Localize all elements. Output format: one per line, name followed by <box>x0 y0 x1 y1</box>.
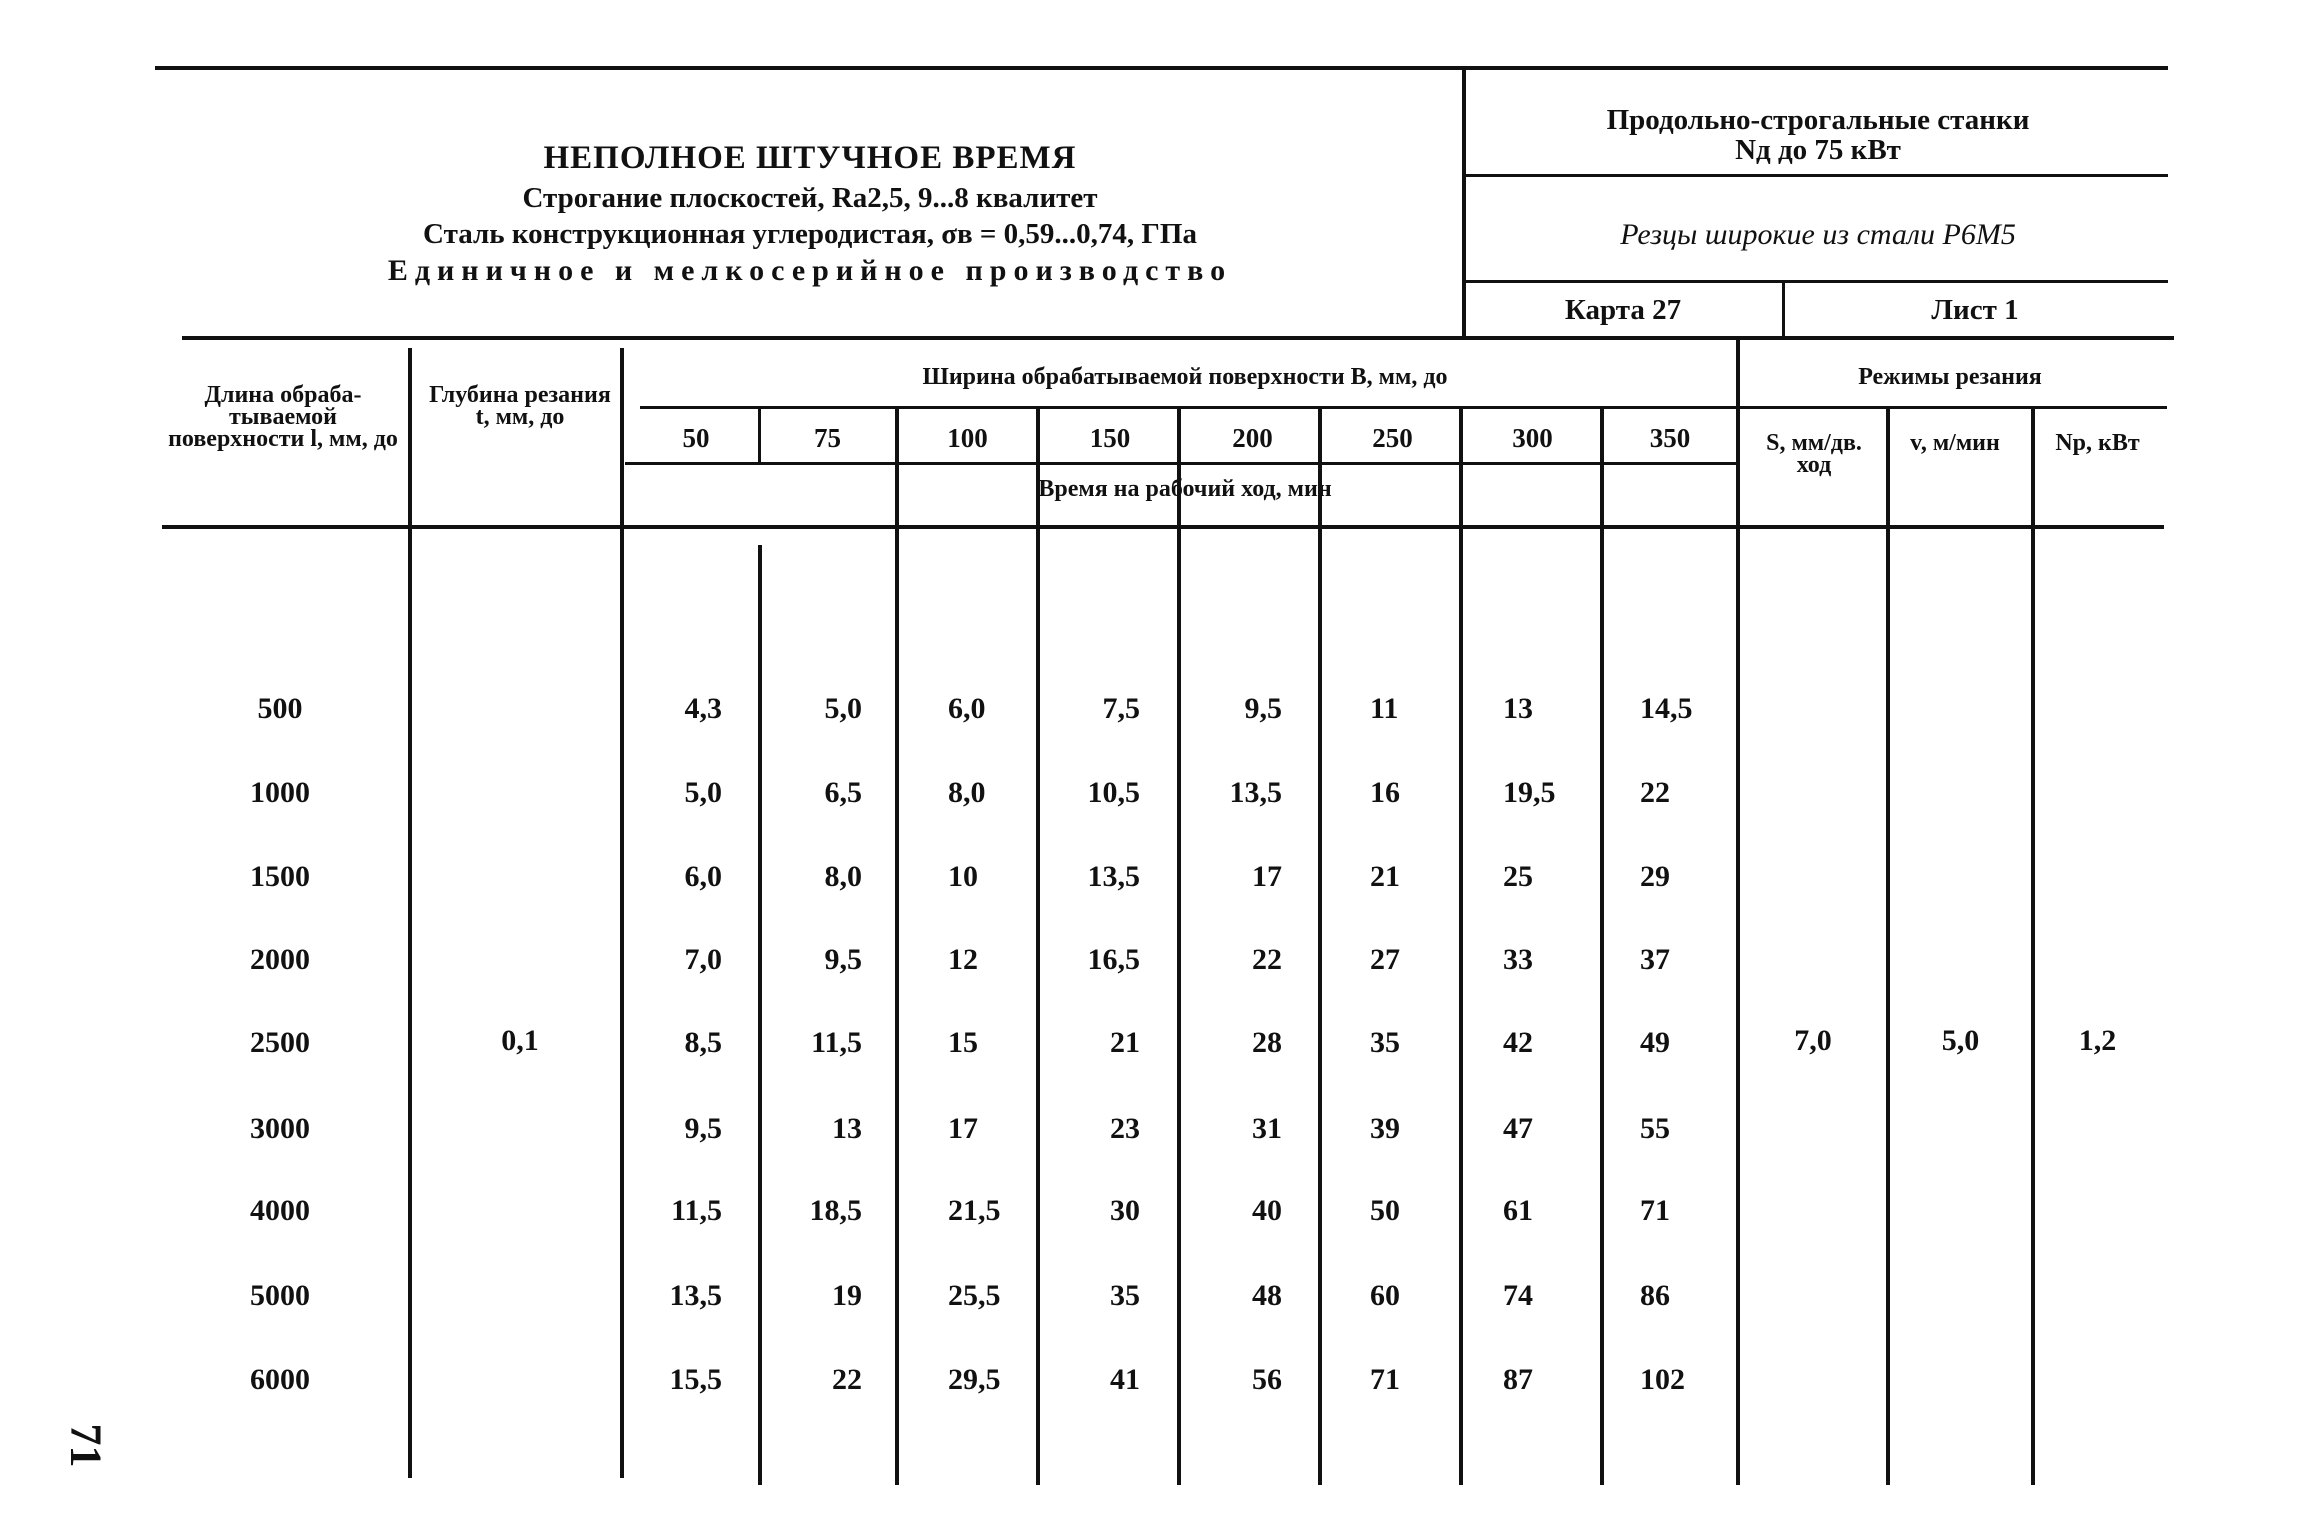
machine-type: Продольно-строгальные станки <box>1606 104 2030 136</box>
length-value: 4000 <box>250 1194 310 1227</box>
time-value: 17 <box>1252 860 1282 893</box>
subtitle-material: Сталь конструкционная углеродистая, σв = 0,59...0,74, ГПа <box>423 218 1197 250</box>
col-line-75 <box>758 545 762 1485</box>
time-value: 17 <box>948 1112 978 1145</box>
time-value: 15,5 <box>669 1363 722 1396</box>
time-value: 18,5 <box>809 1194 862 1227</box>
time-value: 6,0 <box>684 860 722 893</box>
time-value: 4,3 <box>684 692 722 725</box>
col-line-power <box>2031 406 2035 1485</box>
sheet-number: Лист 1 <box>1931 294 2019 326</box>
time-value: 21 <box>1370 860 1400 893</box>
col-line-100 <box>895 406 899 1485</box>
time-value: 10 <box>948 860 978 893</box>
card-number: Карта 27 <box>1564 294 1682 326</box>
top-rule <box>155 66 2168 70</box>
time-per-stroke-label: Время на рабочий ход, мин <box>1038 476 1332 502</box>
time-value: 74 <box>1503 1279 1533 1312</box>
time-value: 7,5 <box>1102 692 1140 725</box>
time-value: 37 <box>1640 943 1670 976</box>
time-value: 19,5 <box>1503 776 1556 809</box>
time-value: 12 <box>948 943 978 976</box>
time-value: 48 <box>1252 1279 1282 1312</box>
time-value: 35 <box>1370 1026 1400 1059</box>
time-value: 23 <box>1110 1112 1140 1145</box>
header-rule-1 <box>1462 174 2168 177</box>
power-value: 1,2 <box>2078 1024 2117 1057</box>
length-column-header: Длина обраба-тываемой поверхности l, мм, до <box>168 382 398 452</box>
time-value: 5,0 <box>824 692 862 725</box>
time-value: 60 <box>1370 1279 1400 1312</box>
cutter-type: Резцы широкие из стали Р6М5 <box>1620 218 2016 251</box>
time-value: 11,5 <box>671 1194 722 1227</box>
col-line-length <box>408 348 412 1478</box>
col-line-modes <box>1736 340 1740 1485</box>
time-value: 10,5 <box>1087 776 1140 809</box>
time-value: 6,5 <box>824 776 862 809</box>
width-300: 300 <box>1512 423 1553 453</box>
length-value: 6000 <box>250 1363 310 1396</box>
time-value: 87 <box>1503 1363 1533 1396</box>
time-value: 25 <box>1503 860 1533 893</box>
time-value: 40 <box>1252 1194 1282 1227</box>
feed-column-header: S, мм/дв. ход <box>1766 430 1862 478</box>
time-value: 102 <box>1640 1363 1685 1396</box>
width-group-rule <box>640 406 2167 409</box>
time-value: 9,5 <box>684 1112 722 1145</box>
depth-column-header: Глубина резания t, мм, до <box>429 382 611 430</box>
table-top-rule <box>182 336 2174 340</box>
time-value: 16,5 <box>1087 943 1140 976</box>
time-value: 13,5 <box>1087 860 1140 893</box>
time-value: 35 <box>1110 1279 1140 1312</box>
time-value: 13,5 <box>669 1279 722 1312</box>
length-value: 3000 <box>250 1112 310 1145</box>
length-value: 2000 <box>250 943 310 976</box>
time-value: 11 <box>1370 692 1399 725</box>
modes-group-header: Режимы резания <box>1858 364 2042 390</box>
time-value: 29 <box>1640 860 1670 893</box>
time-value: 22 <box>1640 776 1670 809</box>
length-value: 5000 <box>250 1279 310 1312</box>
width-values-rule <box>625 462 1737 465</box>
length-value: 500 <box>257 692 303 725</box>
col-line-speed <box>1886 406 1890 1485</box>
depth-value: 0,1 <box>501 1024 539 1057</box>
width-200: 200 <box>1232 423 1273 453</box>
subtitle-production: Единичное и мелкосерийное производство <box>387 254 1233 287</box>
table-header-bottom-rule <box>162 525 2164 529</box>
time-value: 19 <box>832 1279 862 1312</box>
time-value: 22 <box>832 1363 862 1396</box>
width-100: 100 <box>947 423 988 453</box>
time-value: 13,5 <box>1229 776 1282 809</box>
time-value: 14,5 <box>1640 692 1693 725</box>
header-rule-2 <box>1462 280 2168 283</box>
time-value: 21 <box>1110 1026 1140 1059</box>
subtitle-operation: Строгание плоскостей, Ra2,5, 9...8 квалитет <box>522 182 1098 214</box>
time-value: 71 <box>1370 1363 1400 1396</box>
page-title: НЕПОЛНОЕ ШТУЧНОЕ ВРЕМЯ <box>543 140 1077 176</box>
time-value: 22 <box>1252 943 1282 976</box>
time-value: 7,0 <box>684 943 722 976</box>
time-value: 29,5 <box>948 1363 1001 1396</box>
time-value: 55 <box>1640 1112 1670 1145</box>
time-value: 8,5 <box>684 1026 722 1059</box>
time-value: 33 <box>1503 943 1533 976</box>
col-line-200 <box>1177 406 1181 1485</box>
time-value: 61 <box>1503 1194 1533 1227</box>
length-value: 2500 <box>250 1026 310 1059</box>
time-value: 30 <box>1110 1194 1140 1227</box>
time-value: 28 <box>1252 1026 1282 1059</box>
speed-column-header: v, м/мин <box>1910 430 2000 456</box>
time-value: 39 <box>1370 1112 1400 1145</box>
width-150: 150 <box>1089 423 1131 453</box>
time-value: 25,5 <box>948 1279 1001 1312</box>
time-value: 9,5 <box>1244 692 1282 725</box>
time-value: 13 <box>832 1112 862 1145</box>
width-50: 50 <box>682 423 710 453</box>
length-value: 1000 <box>250 776 310 809</box>
time-value: 47 <box>1503 1112 1533 1145</box>
time-value: 13 <box>1503 692 1533 725</box>
col-line-250 <box>1318 406 1322 1485</box>
time-value: 31 <box>1252 1112 1282 1145</box>
time-value: 49 <box>1640 1026 1670 1059</box>
time-value: 6,0 <box>948 692 986 725</box>
time-value: 11,5 <box>811 1026 862 1059</box>
time-value: 15 <box>948 1026 978 1059</box>
width-group-header: Ширина обрабатываемой поверхности В, мм, до <box>922 364 1448 390</box>
length-value: 1500 <box>250 860 310 893</box>
time-value: 27 <box>1370 943 1400 976</box>
col-line-75-head <box>758 406 761 464</box>
time-value: 16 <box>1370 776 1400 809</box>
time-value: 71 <box>1640 1194 1670 1227</box>
machine-power: Nд до 75 кВт <box>1735 134 1901 166</box>
time-value: 5,0 <box>684 776 722 809</box>
page-number: 71 <box>61 1423 111 1468</box>
width-350: 350 <box>1649 423 1691 453</box>
time-value: 86 <box>1640 1279 1670 1312</box>
time-value: 42 <box>1503 1026 1533 1059</box>
width-75: 75 <box>814 423 841 453</box>
time-value: 50 <box>1370 1194 1400 1227</box>
time-value: 41 <box>1110 1363 1140 1396</box>
feed-value: 7,0 <box>1794 1024 1832 1057</box>
time-value: 8,0 <box>824 860 862 893</box>
speed-value: 5,0 <box>1941 1024 1980 1057</box>
width-250: 250 <box>1372 423 1413 453</box>
time-value: 8,0 <box>948 776 986 809</box>
time-value: 56 <box>1252 1363 1282 1396</box>
time-value: 21,5 <box>948 1194 1001 1227</box>
time-value: 9,5 <box>824 943 862 976</box>
power-column-header: Nр, кВт <box>2055 430 2140 456</box>
